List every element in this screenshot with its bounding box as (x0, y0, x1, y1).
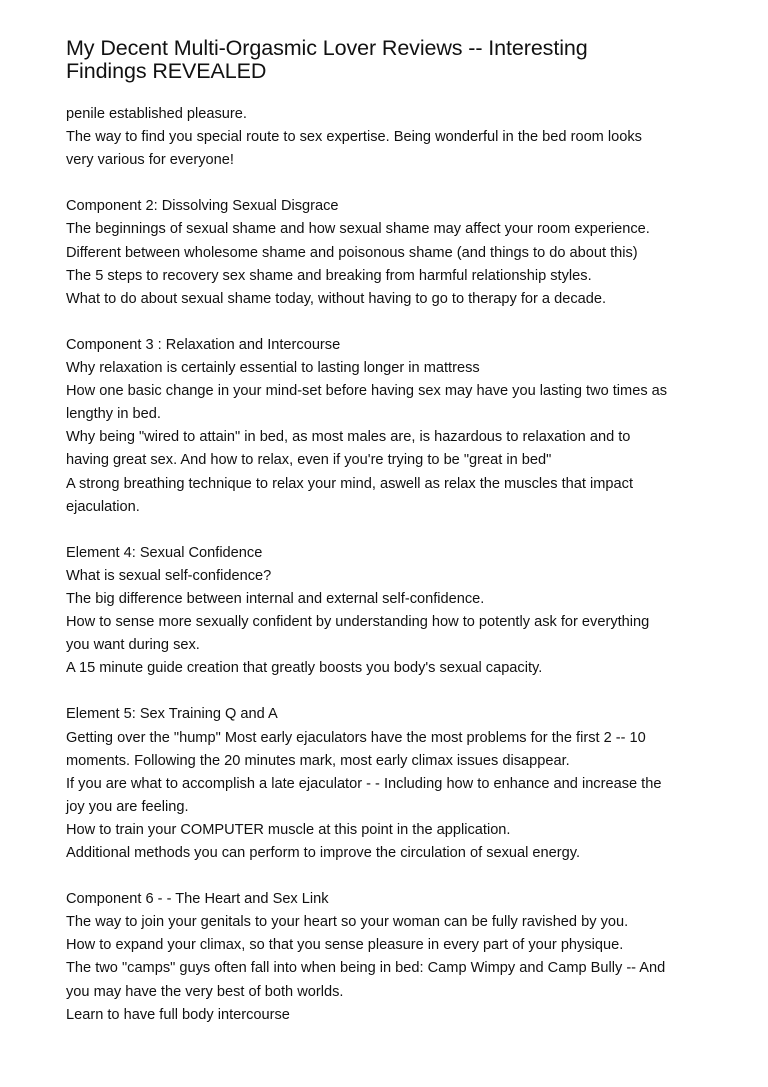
body-line: Why being "wired to attain" in bed, as most males are, is hazardous to relaxation and to (66, 429, 631, 446)
body-line: Why relaxation is certainly essential to lasting longer in mattress (66, 360, 480, 377)
body-line: How to train your COMPUTER muscle at this point in the application. (66, 821, 511, 838)
section-component-2 (66, 195, 726, 310)
document-page (66, 37, 726, 1027)
section-heading: Component 6 - - The Heart and Sex Link (66, 891, 329, 908)
body-line: If you are what to accomplish a late ejaculator - - Including how to enhance and increase the (66, 775, 662, 792)
section-component-3 (66, 334, 726, 519)
document-title (66, 37, 726, 83)
section-element-5 (66, 703, 726, 865)
title-line-2: Findings REVEALED (66, 59, 267, 83)
body-line: Different between wholesome shame and poisonous shame (and things to do about this) (66, 244, 638, 261)
body-line: The 5 steps to recovery sex shame and breaking from harmful relationship styles. (66, 267, 592, 284)
body-line: How to sense more sexually confident by understanding how to potently ask for everything (66, 614, 650, 631)
section-element-4 (66, 542, 726, 681)
body-line: How to expand your climax, so that you sense pleasure in every part of your physique. (66, 937, 624, 954)
section-heading: Component 2: Dissolving Sexual Disgrace (66, 198, 339, 215)
body-line: What is sexual self-confidence? (66, 567, 272, 584)
body-line: lengthy in bed. (66, 406, 161, 423)
section-heading: Component 3 : Relaxation and Intercourse (66, 336, 341, 353)
body-line: What to do about sexual shame today, without having to go to therapy for a decade. (66, 290, 607, 307)
body-line: having great sex. And how to relax, even if you're trying to be "great in bed" (66, 452, 552, 469)
section-heading: Element 5: Sex Training Q and A (66, 706, 278, 723)
section-heading: Element 4: Sexual Confidence (66, 544, 263, 561)
body-line: Getting over the "hump" Most early ejaculators have the most problems for the first 2 -- 10 (66, 729, 646, 746)
body-line: penile established pleasure. (66, 106, 247, 122)
body-line: A strong breathing technique to relax your mind, aswell as relax the muscles that impact (66, 475, 634, 492)
body-line: Additional methods you can perform to improve the circulation of sexual energy. (66, 845, 581, 861)
body-line: How one basic change in your mind-set before having sex may have you lasting two times as (66, 383, 668, 400)
body-line: The way to find you special route to sex expertise. Being wonderful in the bed room looks (66, 129, 642, 146)
body-line: you may have the very best of both worlds. (66, 983, 344, 1000)
body-line: you want during sex. (66, 637, 200, 654)
intro-paragraph (66, 103, 726, 172)
body-line: The two "camps" guys often fall into when being in bed: Camp Wimpy and Camp Bully -- And (66, 960, 666, 977)
body-line: ejaculation. (66, 498, 140, 515)
section-component-6 (66, 888, 726, 1027)
body-line: The way to join your genitals to your heart so your woman can be fully ravished by you. (66, 914, 629, 931)
body-line: The big difference between internal and external self-confidence. (66, 590, 485, 607)
body-line: A 15 minute guide creation that greatly boosts you body's sexual capacity. (66, 660, 543, 677)
body-line: Learn to have full body intercourse (66, 1006, 290, 1023)
title-line-1: My Decent Multi-Orgasmic Lover Reviews -- Interesting (66, 36, 588, 60)
body-line: very various for everyone! (66, 152, 234, 169)
body-line: moments. Following the 20 minutes mark, most early climax issues disappear. (66, 752, 570, 769)
body-line: joy you are feeling. (66, 798, 189, 815)
body-line: The beginnings of sexual shame and how sexual shame may affect your room experience. (66, 221, 650, 238)
